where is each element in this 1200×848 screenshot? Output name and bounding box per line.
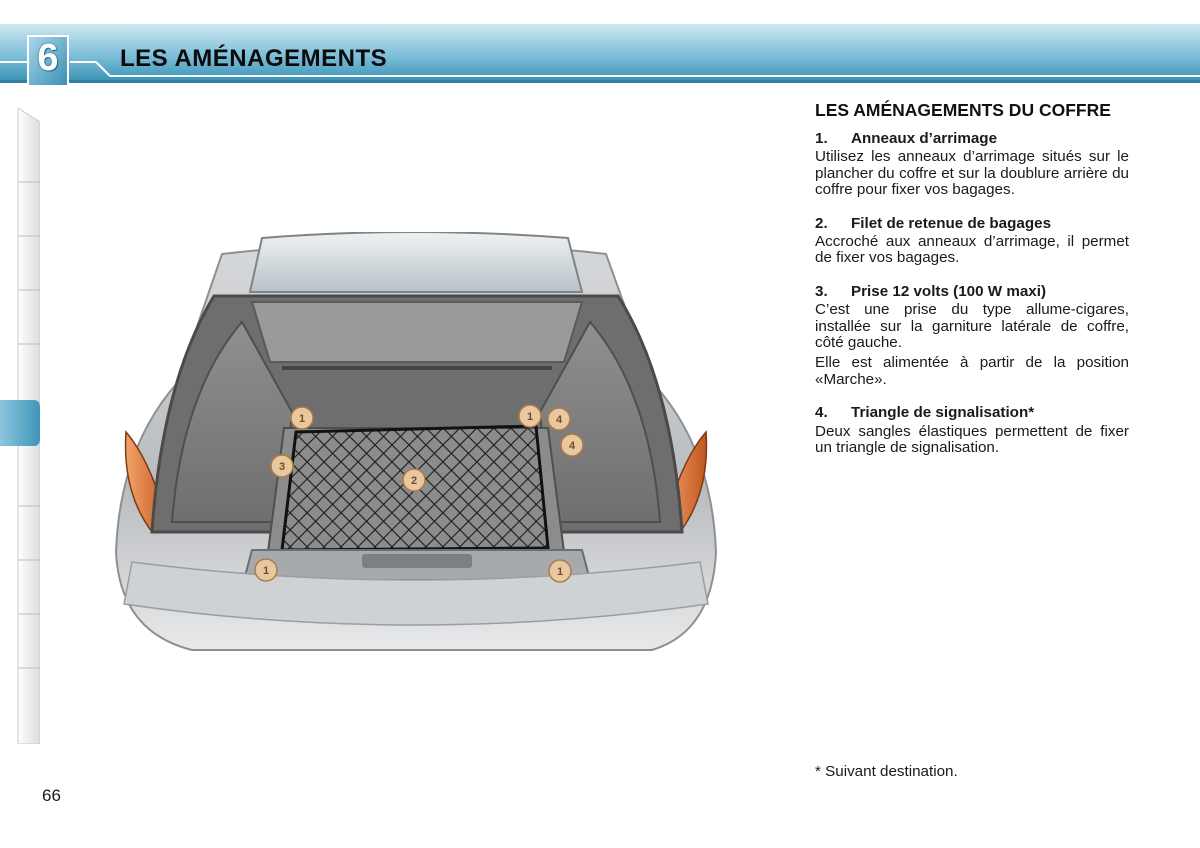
section-2 bbox=[815, 216, 1129, 267]
chapter-number: 6 bbox=[37, 37, 59, 79]
svg-text:2: 2 bbox=[410, 475, 418, 487]
section-4-text: Deux sangles élastiques permettent de fixer un triangle de signalisation. bbox=[815, 422, 1129, 457]
section-2-text: Accroché aux anneaux d’arrimage, il permet de fixer vos bagages. bbox=[815, 233, 1129, 267]
svg-text:4: 4 bbox=[555, 414, 563, 426]
trunk-illustration bbox=[112, 232, 720, 652]
callout-2 bbox=[403, 469, 425, 491]
svg-text:1: 1 bbox=[556, 566, 564, 578]
callout-1-right-lower bbox=[549, 560, 571, 582]
callout-4-upper bbox=[548, 408, 570, 430]
chapter-header bbox=[0, 24, 1200, 88]
chapter-tab-rail bbox=[0, 108, 40, 744]
svg-text:3: 3 bbox=[278, 461, 286, 473]
section-1-text: Utilisez les anneaux d’arrimage situés sur le plancher du coffre et sur la doublure arrière du coffre pour fixer vos bagages. bbox=[815, 148, 1129, 199]
svg-text:1: 1 bbox=[526, 411, 534, 423]
section-3-title: 3. Prise 12 volts (100 W maxi) bbox=[815, 282, 1046, 300]
footnote: * Suivant destination. bbox=[815, 763, 958, 780]
content-column bbox=[815, 101, 1129, 474]
section-1-title: 1. Anneaux d’arrimage bbox=[815, 130, 998, 147]
section-1 bbox=[815, 131, 1129, 199]
page-number: 66 bbox=[42, 786, 61, 805]
section-3-text-1: C’est une prise du type allume-cigares, installée sur la garniture latérale de coffre, côté gauche. bbox=[815, 301, 1129, 352]
section-heading: LES AMÉNAGEMENTS DU COFFRE bbox=[815, 100, 1111, 120]
callout-4-lower bbox=[561, 434, 583, 456]
callout-1-right-upper bbox=[519, 405, 541, 427]
section-3-text-2: Elle est alimentée à partir de la position «Marche». bbox=[815, 354, 1129, 388]
callout-3 bbox=[271, 455, 293, 477]
svg-text:1: 1 bbox=[298, 413, 306, 425]
callout-1-left-lower bbox=[255, 559, 277, 581]
section-4 bbox=[815, 405, 1129, 456]
callout-1-left-upper bbox=[291, 407, 313, 429]
chapter-title: LES AMÉNAGEMENTS bbox=[120, 45, 388, 72]
section-2-title: 2. Filet de retenue de bagages bbox=[815, 214, 1052, 232]
section-3 bbox=[815, 284, 1129, 388]
active-chapter-tab[interactable] bbox=[0, 400, 40, 446]
svg-text:1: 1 bbox=[262, 565, 270, 577]
section-4-title: 4. Triangle de signalisation* bbox=[815, 404, 1035, 422]
svg-text:4: 4 bbox=[568, 440, 576, 452]
